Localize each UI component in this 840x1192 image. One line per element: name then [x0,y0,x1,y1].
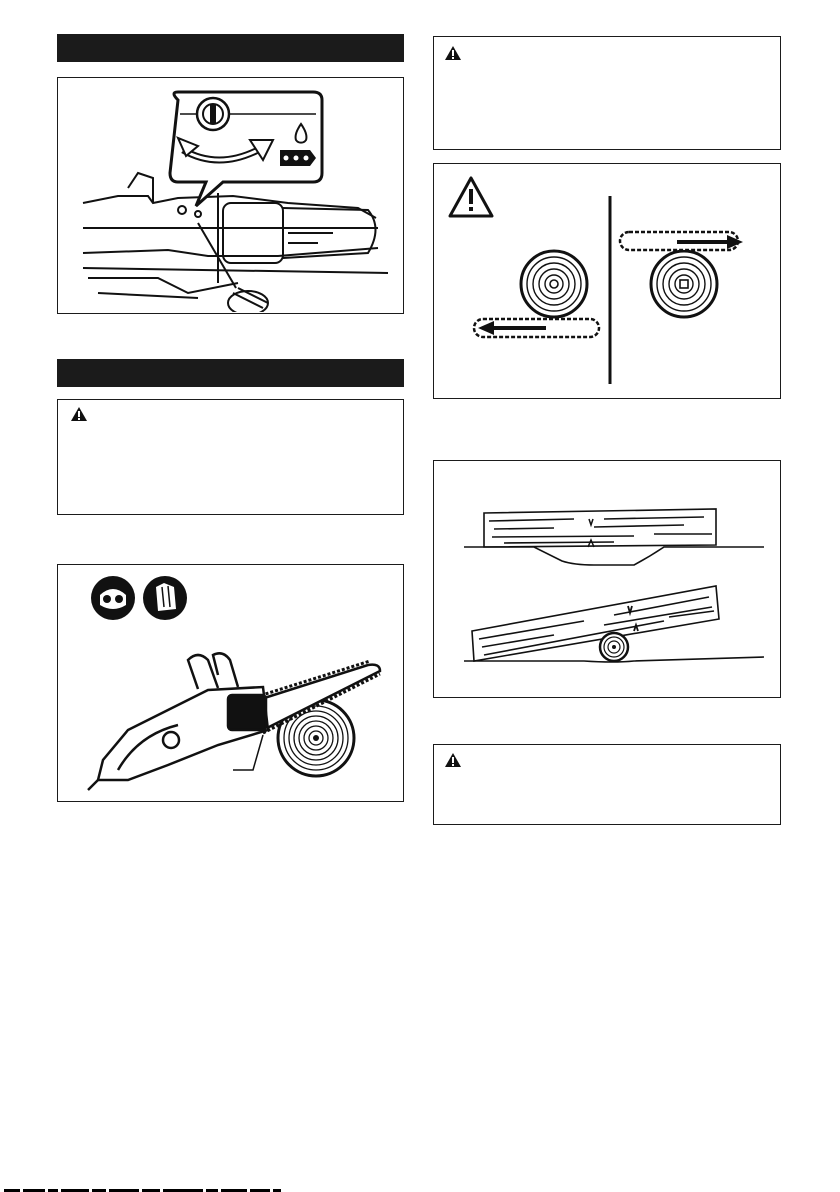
section-heading-bar-2 [57,359,404,387]
bottom-cropped-strip [0,1184,840,1192]
kickback-illustration [434,164,779,397]
warning-triangle-icon [444,752,462,768]
oil-adjustment-illustration [58,78,402,312]
warning-triangle-icon [70,406,88,422]
figure-log-support [433,460,781,698]
chainsaw-log-illustration [58,565,402,800]
figure-oil-adjustment [57,77,404,314]
figure-chainsaw-log [57,564,404,802]
log-support-illustration [434,461,779,696]
section-heading-bar-1 [57,34,404,62]
figure-kickback [433,163,781,399]
warning-triangle-icon [444,45,462,61]
caution-box-1 [57,399,404,515]
caution-box-3 [433,744,781,825]
caution-box-2 [433,36,781,150]
